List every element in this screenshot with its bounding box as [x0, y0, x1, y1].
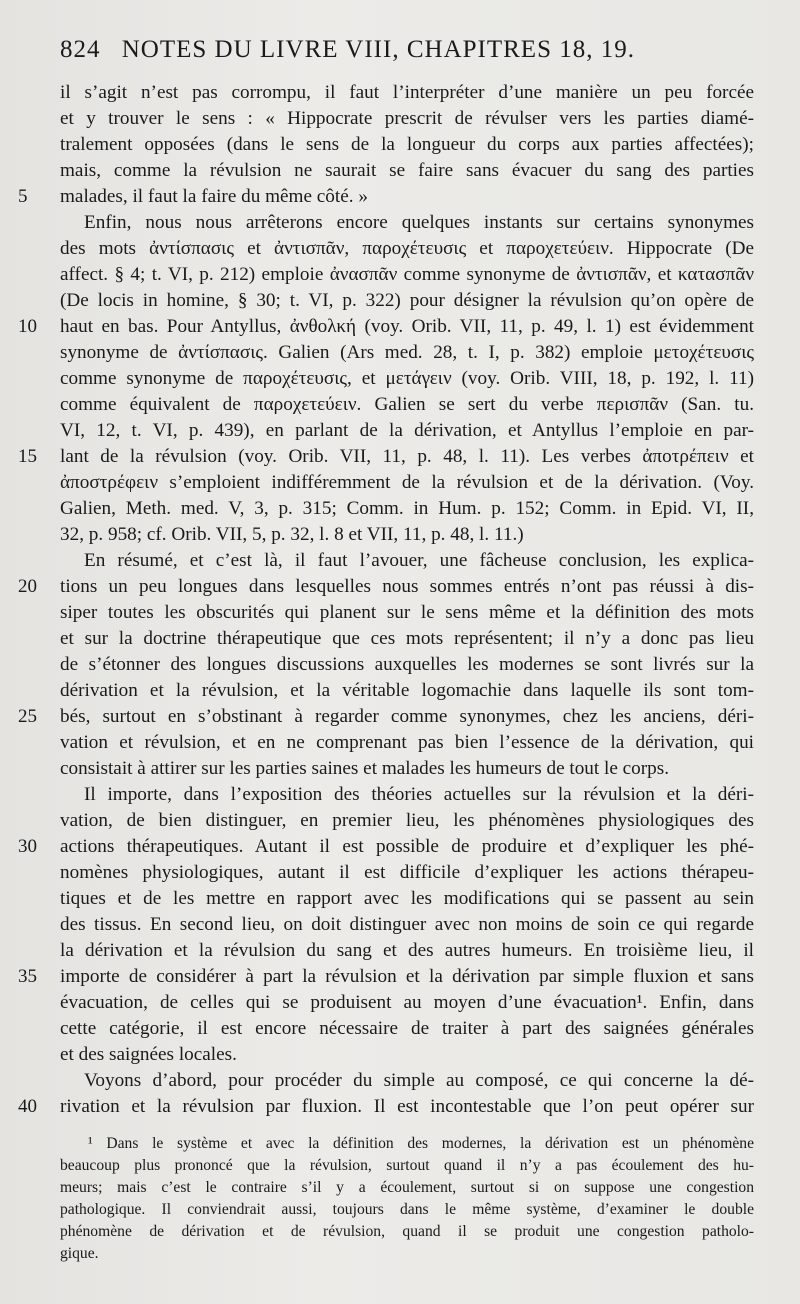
text-line: Il importe, dans l’exposition des théories actuelles sur la révulsion et la déri-: [84, 784, 754, 805]
running-title: NOTES DU LIVRE VIII, CHAPITRES 18, 19.: [121, 36, 635, 63]
line-number: 40: [18, 1096, 37, 1117]
text-line: rivation et la révulsion par fluxion. Il est incontestable que l’on peut opérer sur: [60, 1096, 754, 1117]
text-line: tiques et de les mettre en rapport avec les modifications qui se passent au sein: [60, 888, 754, 909]
text-line: En résumé, et c’est là, il faut l’avouer, une fâcheuse conclusion, les explica-: [84, 550, 754, 571]
text-line: consistait à attirer sur les parties saines et malades les humeurs de tout le corps.: [60, 758, 670, 779]
text-line: importe de considérer à part la révulsion et la dérivation par simple fluxion et sans: [60, 966, 754, 987]
line-number: 15: [18, 446, 37, 467]
line-number: 25: [18, 706, 37, 727]
footnote-line: phénomène de dérivation et de révulsion, quand il se produit une congestion patholo-: [60, 1223, 754, 1240]
footnote-line: pathologique. Il conviendrait aussi, toujours dans le même système, d’examiner le double: [60, 1201, 754, 1218]
text-line: synonyme de ἀντίσπασις. Galien (Ars med. 28, t. I, p. 382) emploie μετοχέτευσις: [60, 342, 754, 363]
text-line: ἀποστρέφειν s’emploient indifféremment de la révulsion et de la dérivation. (Voy.: [60, 472, 754, 493]
text-line: siper toutes les obscurités qui planent sur le sens même et la définition des mots: [60, 602, 754, 623]
text-line: cette catégorie, il est encore nécessaire de traiter à part des saignées générales: [60, 1018, 754, 1039]
text-line: Galien, Meth. med. V, 3, p. 315; Comm. in Hum. p. 152; Comm. in Epid. VI, II,: [60, 498, 754, 519]
text-line: et y trouver le sens : « Hippocrate prescrit de révulser vers les parties diamé-: [60, 108, 754, 129]
text-line: des tissus. En second lieu, on doit distinguer avec non moins de soin ce qui regarde: [60, 914, 754, 935]
text-line: haut en bas. Pour Antyllus, ἀνθολκή (voy. Orib. VII, 11, p. 49, l. 1) est évidemment: [60, 316, 754, 337]
text-line: et des saignées locales.: [60, 1044, 237, 1065]
footnote-line: gique.: [60, 1245, 99, 1262]
running-header: [60, 36, 760, 64]
text-line: nomènes physiologiques, autant il est difficile d’expliquer les actions thérapeu-: [60, 862, 754, 883]
text-line: actions thérapeutiques. Autant il est possible de produire et d’expliquer les phé-: [60, 836, 754, 857]
text-line: mais, comme la révulsion ne saurait se faire sans évacuer du sang des parties: [60, 160, 754, 181]
text-line: VI, 12, t. VI, p. 439), en parlant de la dérivation, et Antyllus l’emploie en par-: [60, 420, 754, 441]
footnote-line: beaucoup plus prononcé que la révulsion, surtout quand il n’y a pas écoulement des hu-: [60, 1157, 754, 1174]
text-line: dérivation et la révulsion, et la véritable logomachie dans laquelle ils sont tom-: [60, 680, 754, 701]
text-line: et sur la doctrine thérapeutique que ces mots représentent; il n’y a donc pas lieu: [60, 628, 754, 649]
text-line: de s’étonner des longues discussions auxquelles les modernes se sont livrés sur la: [60, 654, 754, 675]
text-line: Voyons d’abord, pour procéder du simple au composé, ce qui concerne la dé-: [84, 1070, 754, 1091]
text-line: 32, p. 958; cf. Orib. VII, 5, p. 32, l. 8 et VII, 11, p. 48, l. 11.): [60, 524, 524, 545]
text-line: des mots ἀντίσπασις et ἀντισπᾶν, παροχέτευσις et παροχετεύειν. Hippocrate (De: [60, 238, 754, 259]
line-number: 30: [18, 836, 37, 857]
page-number: 824: [60, 36, 101, 63]
line-number: 20: [18, 576, 37, 597]
text-line: Enfin, nous nous arrêterons encore quelques instants sur certains synonymes: [84, 212, 754, 233]
text-line: comme synonyme de παροχέτευσις, et μετάγειν (voy. Orib. VIII, 18, p. 192, l. 11): [60, 368, 754, 389]
text-line: tralement opposées (dans le sens de la longueur du corps aux parties affectées);: [60, 134, 754, 155]
text-line: évacuation, de celles qui se produisent au moyen d’une évacuation¹. Enfin, dans: [60, 992, 754, 1013]
text-line: malades, il faut la faire du même côté. »: [60, 186, 368, 207]
line-number: 5: [18, 186, 28, 207]
text-line: vation, de bien distinguer, en premier lieu, les phénomènes physiologiques des: [60, 810, 754, 831]
text-line: comme équivalent de παροχετεύειν. Galien se sert du verbe περισπᾶν (San. tu.: [60, 394, 754, 415]
text-line: bés, surtout en s’obstinant à regarder comme synonymes, chez les anciens, déri-: [60, 706, 754, 727]
footnote-line: ¹ Dans le système et avec la définition des modernes, la dérivation est un phénomène: [88, 1135, 754, 1152]
line-number: 10: [18, 316, 37, 337]
text-line: (De locis in homine, § 30; t. VI, p. 322) pour désigner la révulsion qu’on opère de: [60, 290, 754, 311]
text-line: tions un peu longues dans lesquelles nous sommes entrés n’ont pas réussi à dis-: [60, 576, 754, 597]
text-line: vation et révulsion, et en ne comprenant pas bien l’essence de la dérivation, qui: [60, 732, 754, 753]
footnote-line: meurs; mais c’est le contraire s’il y a écoulement, surtout si on suppose une congestion: [60, 1179, 754, 1196]
text-line: la dérivation et la révulsion du sang et des autres humeurs. En troisième lieu, il: [60, 940, 754, 961]
text-line: lant de la révulsion (voy. Orib. VII, 11, p. 48, l. 11). Les verbes ἀποτρέπειν et: [60, 446, 754, 467]
line-number: 35: [18, 966, 37, 987]
text-line: il s’agit n’est pas corrompu, il faut l’interpréter d’une manière un peu forcée: [60, 82, 754, 103]
text-line: affect. § 4; t. VI, p. 212) emploie ἀνασπᾶν comme synonyme de ἀντισπᾶν, et κατασπᾶν: [60, 264, 754, 285]
